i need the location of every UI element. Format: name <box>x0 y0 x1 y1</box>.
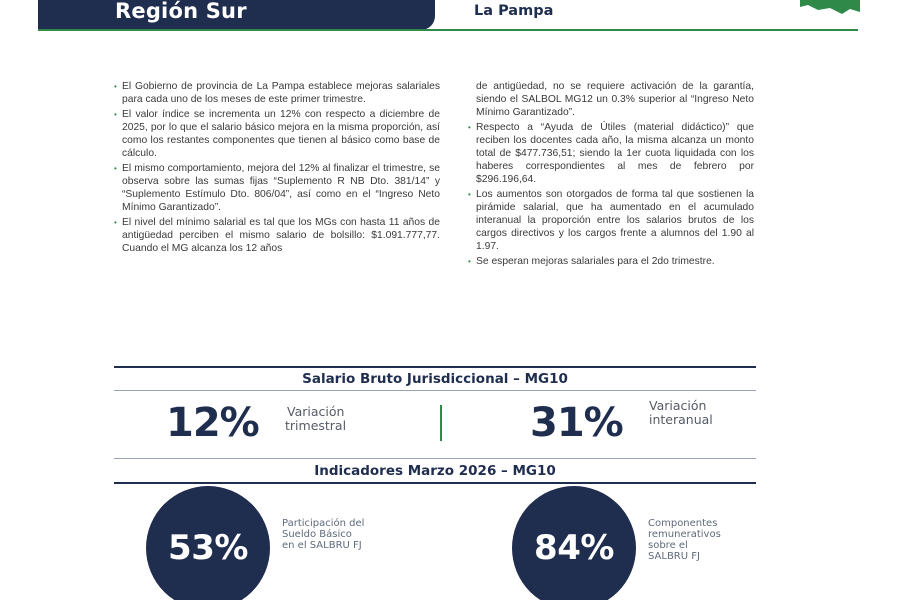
bullet-item: • El nivel del mínimo salarial es tal que los MGs con hasta 11 años de antigüedad perciben el mismo salario de bolsillo: $1.091.777,77. Cuando el MG alcanza los 12 años <box>114 216 440 255</box>
componentes-label <box>648 518 721 562</box>
label-line: SALBRU FJ <box>648 551 700 562</box>
stat-divider <box>440 405 442 441</box>
componentes-value: 84% <box>534 528 614 568</box>
bullet-item: • El Gobierno de provincia de La Pampa establece mejoras salariales para cada uno de los meses de este primer trimestre. <box>114 80 440 106</box>
label-line: Variación <box>649 398 707 413</box>
sueldo-basico-value: 53% <box>168 528 248 568</box>
label-line: Componentes <box>648 518 718 529</box>
indicadores-section-title: Indicadores Marzo 2026 – MG10 <box>314 463 556 479</box>
bullet-item: • El valor índice se incrementa un 12% con respecto a diciembre de 2025, por lo que el salario básico mejora en la misma proporción, así como los restantes componentes que tienen al básico como base de cálculo. <box>114 108 440 160</box>
label-line: interanual <box>649 412 713 427</box>
trimestral-label <box>285 405 346 433</box>
trimestral-value: 12% <box>166 400 259 446</box>
label-line: Variación <box>287 404 345 419</box>
bullet-item: • Respecto a “Ayuda de Útiles (material didáctico)” que reciben los docentes cada año, la misma alcanza un monto total de $477.736,51; siendo la 1er cuota liquidada con los haberes correspondientes al mes de febrero por $296.196,64. <box>468 121 754 186</box>
section-divider <box>114 458 756 459</box>
salario-section-title: Salario Bruto Jurisdiccional – MG10 <box>302 371 568 387</box>
label-line: sobre el <box>648 540 688 551</box>
label-line: remunerativos <box>648 529 721 540</box>
bullet-item: • El mismo comportamiento, mejora del 12% al finalizar el trimestre, se observa sobre las sumas fijas “Suplemento R NB Dto. 381/14” y “Suplemento Estímulo Dto. 806/04”, así como en el “Ingreso Neto Mínimo Garantizado”. <box>114 162 440 214</box>
bullet-item: • Se esperan mejoras salariales para el 2do trimestre. <box>468 255 754 268</box>
label-line: trimestral <box>285 418 347 433</box>
right-column <box>468 80 754 270</box>
interanual-value: 31% <box>530 400 623 446</box>
region-title: Región Sur <box>115 0 247 23</box>
sueldo-basico-label <box>282 518 364 551</box>
section-divider <box>114 390 756 391</box>
label-line: Participación del <box>282 518 365 529</box>
province-map-icon <box>800 0 860 16</box>
left-column <box>114 80 440 257</box>
sueldo-basico-circle <box>146 486 270 600</box>
label-line: en el SALBRU FJ <box>282 540 362 551</box>
componentes-circle <box>512 486 636 600</box>
province-title: La Pampa <box>474 3 554 19</box>
label-line: Sueldo Básico <box>282 529 352 540</box>
section-rule <box>114 366 756 368</box>
header-divider <box>38 29 858 31</box>
bullet-item: • Los aumentos son otorgados de forma tal que sostienen la pirámide salarial, que ha aumentado en el acumulado interanual la proporción entre los salarios brutos de los cargos directivos y los cargos frente a alumnos del 1.90 al 1.97. <box>468 188 754 253</box>
section-rule <box>114 482 756 484</box>
bullet-continuation: de antigüedad, no se requiere activación de la garantía, siendo el SALBOL MG12 un 0.3% superior al “Ingreso Neto Mínimo Garantizado”. <box>476 81 754 118</box>
interanual-label <box>649 399 713 427</box>
